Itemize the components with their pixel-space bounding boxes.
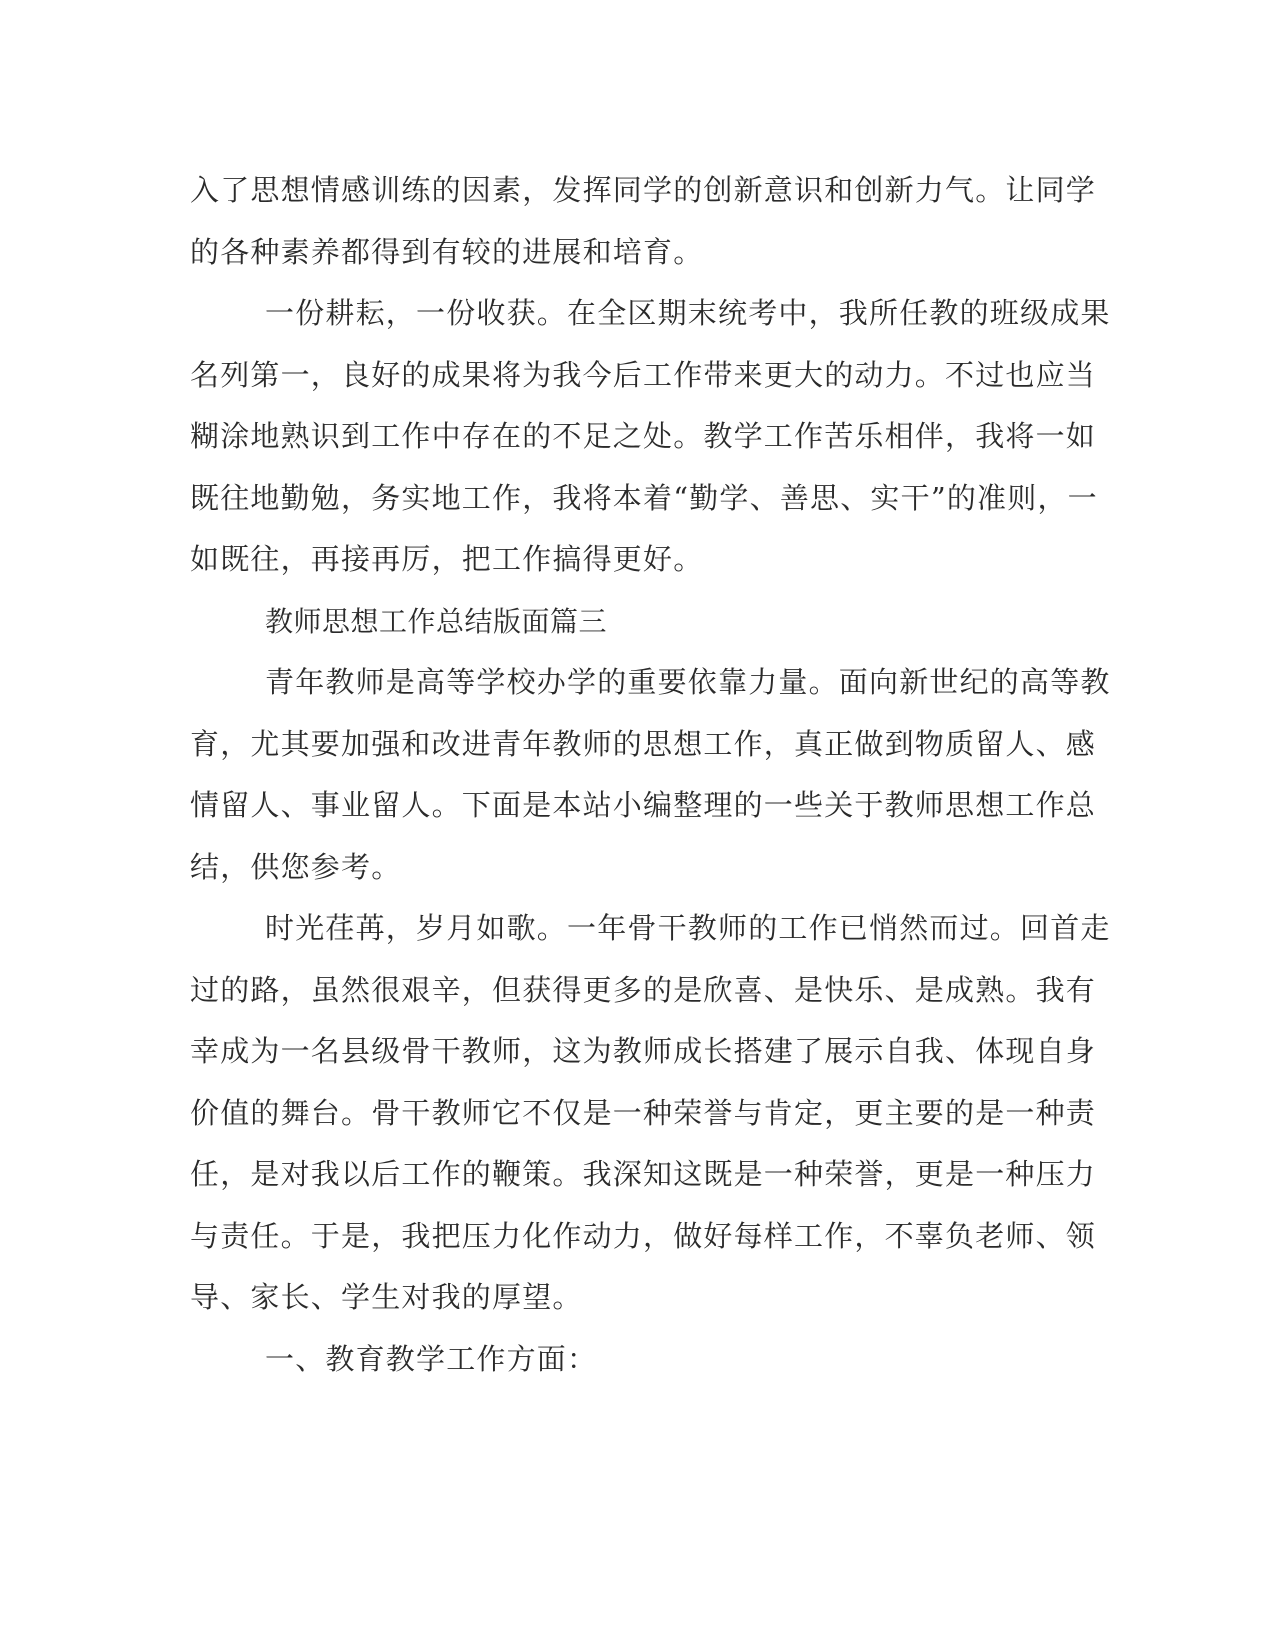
paragraph-start-line: 时光荏苒，岁月如歌。一年骨干教师的工作已悄然而过。回首走 [265,911,1111,945]
text-line: 的各种素养都得到有较的进展和培育。 [190,234,704,269]
text-line: 糊涂地熟识到工作中存在的不足之处。教学工作苦乐相伴，我将一如 [190,419,1097,453]
section-heading: 教师思想工作总结版面篇三 [265,604,608,638]
text-line: 入了思想情感训练的因素，发挥同学的创新意识和创新力气。让同学 [190,173,1097,207]
text-line: 如既往，再接再厉，把工作搞得更好。 [190,542,704,576]
text-line: 价值的舞台。骨干教师它不仅是一种荣誉与肯定，更主要的是一种责 [190,1095,1097,1130]
text-line: 导、家长、学生对我的厚望。 [190,1280,583,1314]
text-line: 过的路，虽然很艰辛，但获得更多的是欣喜、是快乐、是成熟。我有 [190,972,1097,1007]
text-line: 结，供您参考。 [190,849,402,884]
paragraph-start-line: 一份耕耘，一份收获。在全区期末统考中，我所任教的班级成果 [265,296,1111,330]
text-line: 与责任。于是，我把压力化作动力，做好每样工作，不辜负老师、领 [190,1218,1097,1253]
text-line: 任，是对我以后工作的鞭策。我深知这既是一种荣誉，更是一种压力 [190,1157,1097,1191]
text-line: 名列第一，良好的成果将为我今后工作带来更大的动力。不过也应当 [190,357,1097,392]
text-line: 育，尤其要加强和改进青年教师的思想工作，真正做到物质留人、感 [190,726,1097,761]
paragraph-start-line: 青年教师是高等学校办学的重要依靠力量。面向新世纪的高等教 [265,665,1111,699]
subsection-heading: 一、教育教学工作方面： [265,1341,598,1376]
text-line: 幸成为一名县级骨干教师，这为教师成长搭建了展示自我、体现自身 [190,1034,1097,1068]
document-body [190,160,1111,1390]
text-line: 情留人、事业留人。下面是本站小编整理的一些关于教师思想工作总 [190,788,1097,822]
text-line: 既往地勤勉，务实地工作，我将本着“勤学、善思、实干”的准则，一 [190,480,1098,515]
